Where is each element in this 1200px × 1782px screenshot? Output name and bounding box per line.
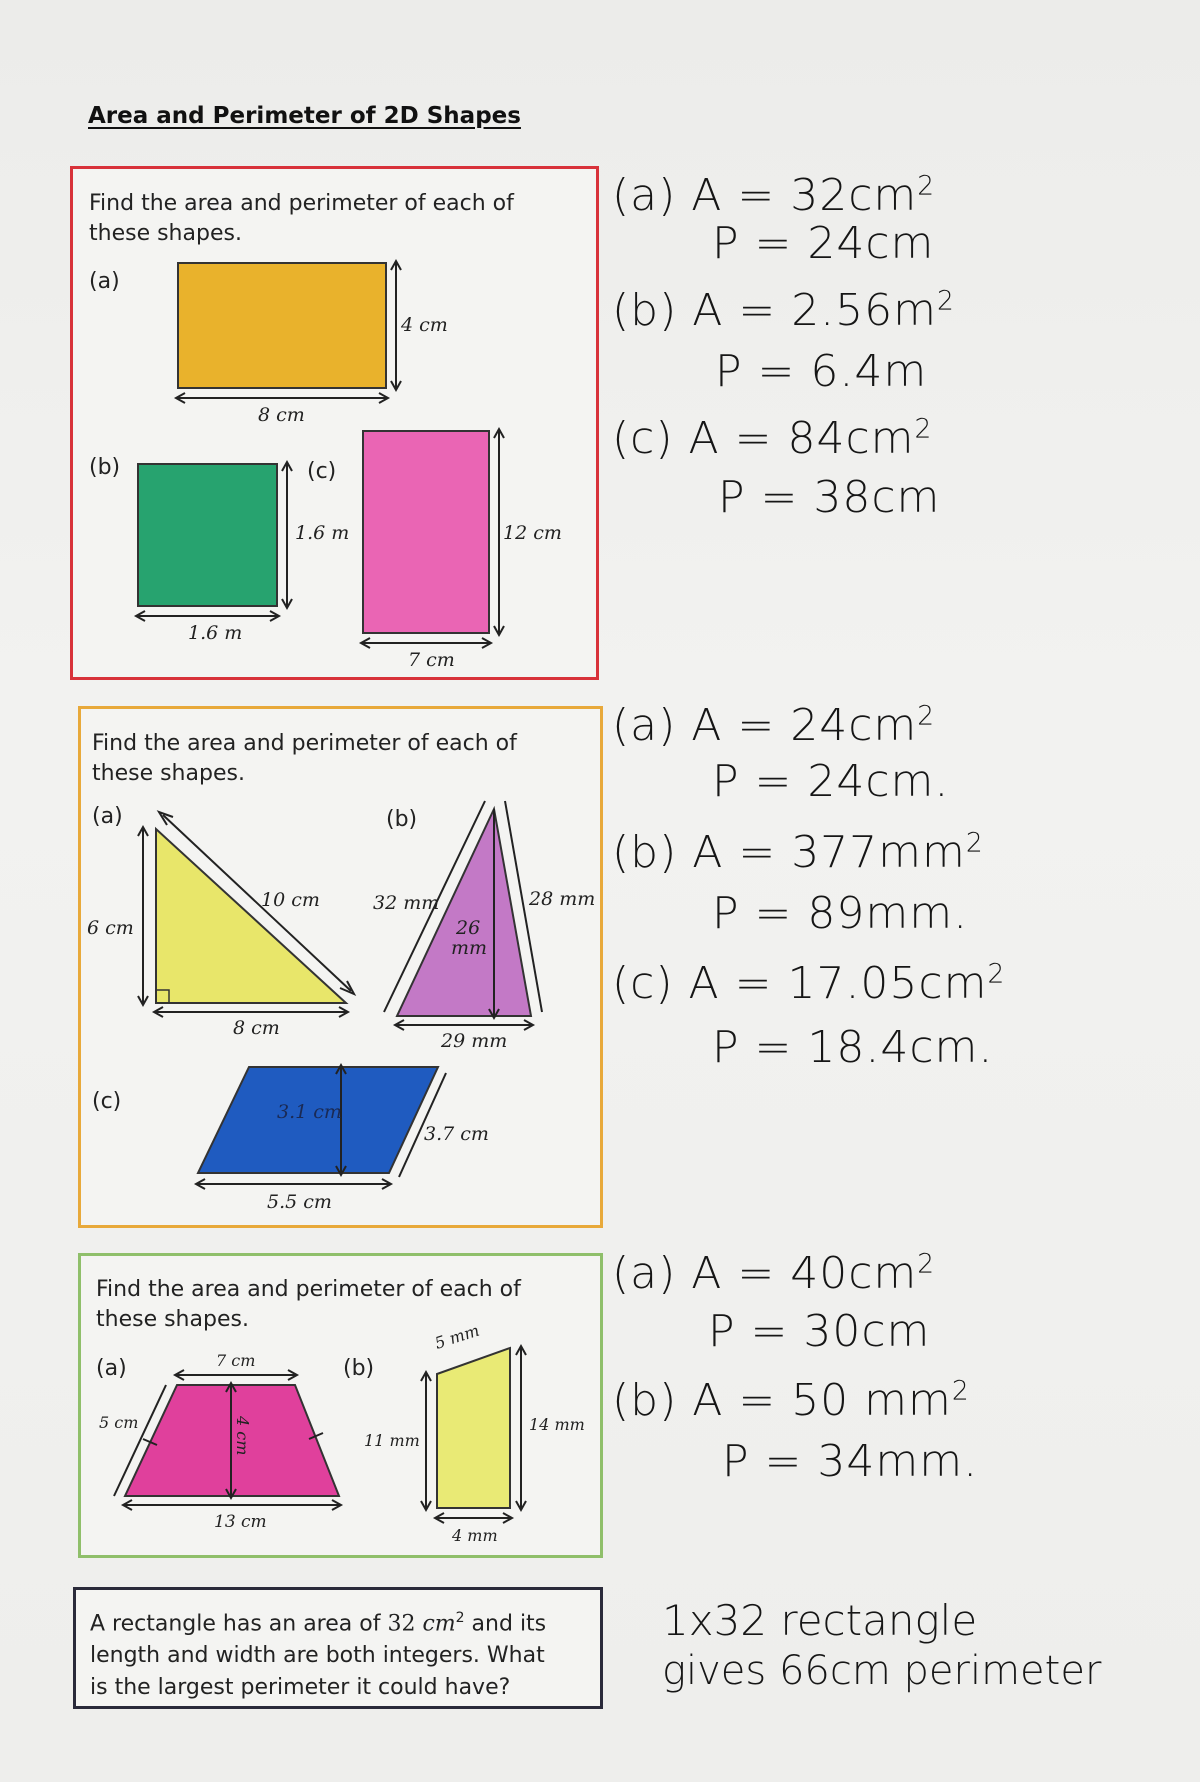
box3-shapes <box>81 1256 606 1561</box>
prompt-line: length and width are both integers. What <box>90 1643 545 1669</box>
answer-line: (a) $A = 40cm^2$ <box>612 1248 936 1299</box>
shape-label-b: (b) <box>89 455 121 480</box>
dim-b-width: 1.6 m <box>188 622 243 644</box>
dim-a-base: 8 cm <box>233 1017 280 1039</box>
dim-b-left: 11 mm <box>364 1431 420 1450</box>
worksheet-title: Area and Perimeter of 2D Shapes <box>88 103 521 129</box>
square-b <box>138 464 277 606</box>
question-box-4 <box>73 1587 603 1709</box>
prompt-line: Find the area and perimeter of each of <box>96 1277 521 1302</box>
box1-shapes <box>73 169 602 683</box>
dim-c-height: 3.1 cm <box>277 1101 342 1123</box>
dim-b-right: 14 mm <box>529 1415 585 1434</box>
dim-a-top: 7 cm <box>216 1351 256 1370</box>
dim-c-base: 5.5 cm <box>267 1191 332 1213</box>
prompt-line: Find the area and perimeter of each of <box>92 731 517 756</box>
shape-label-a: (a) <box>92 804 123 829</box>
dim-b-right: 28 mm <box>529 888 596 910</box>
dim-a-hyp: 10 cm <box>261 889 320 911</box>
dim-b-height: 1.6 m <box>295 522 350 544</box>
rectangle-c <box>363 431 489 633</box>
dim-a-height: 4 cm <box>233 1416 252 1456</box>
shape-label-c: (c) <box>307 459 337 484</box>
trapezium-b <box>437 1348 510 1508</box>
prompt-line: is the largest perimeter it could have? <box>90 1675 511 1701</box>
answer-line: P = 30cm <box>708 1306 931 1357</box>
dim-a-side: 5 cm <box>99 1413 139 1432</box>
answer-line: P = 34mm. <box>722 1436 979 1487</box>
answer-line: gives 66cm perimeter <box>662 1648 1102 1694</box>
answer-line: P = 89mm. <box>712 888 969 939</box>
answer-line: (c) $A = 84cm^2$ <box>612 413 933 464</box>
dim-c-slant: 3.7 cm <box>424 1123 489 1145</box>
dim-a-height: 4 cm <box>401 314 448 336</box>
question-box-1 <box>70 166 599 680</box>
shape-label-a: (a) <box>89 269 120 294</box>
answer-line: P = 18.4cm. <box>712 1022 994 1073</box>
dim-b-left: 32 mm <box>373 892 440 914</box>
answer-line: P = 24cm <box>712 218 935 269</box>
triangle-a <box>156 829 346 1003</box>
shape-label-b: (b) <box>386 807 418 832</box>
dim-a-width: 8 cm <box>258 404 305 426</box>
dim-a-base: 13 cm <box>214 1512 267 1532</box>
dim-c-width: 7 cm <box>408 649 455 671</box>
answer-line: P = 38cm <box>718 472 941 523</box>
prompt-line: these shapes. <box>89 221 242 246</box>
prompt-line: Find the area and perimeter of each of <box>89 191 514 216</box>
answer-line: (a) $A = 24cm^2$ <box>612 700 936 751</box>
dim-a-height: 6 cm <box>87 917 134 939</box>
dim-b-height-2: mm <box>451 937 488 959</box>
rectangle-a <box>178 263 386 388</box>
question-box-2 <box>78 706 603 1228</box>
dim-b-height-1: 26 <box>456 917 481 939</box>
shape-label-a: (a) <box>96 1356 127 1381</box>
answer-line: P = 24cm. <box>712 756 950 807</box>
answer-line: (b) A = 50 $mm^2$ <box>612 1375 970 1426</box>
prompt-line: A rectangle has an area of 32 $cm^2$ and its <box>90 1610 547 1637</box>
answer-line: (b) $A = 2.56m^2$ <box>612 285 955 336</box>
answer-line: (a) $A = 32cm^2$ <box>612 170 936 221</box>
prompt-line: these shapes. <box>96 1307 249 1332</box>
question-box-3 <box>78 1253 603 1558</box>
dim-b-base: 4 mm <box>452 1526 498 1545</box>
answer-line: P = 6.4m <box>715 346 928 397</box>
dim-b-base: 29 mm <box>441 1030 508 1052</box>
answer-line: (b) $A = 377mm^2$ <box>612 827 984 878</box>
dim-b-top: 5 mm <box>432 1320 482 1353</box>
answer-line: 1x32 rectangle <box>662 1596 978 1645</box>
answer-line: (c) $A = 17.05cm^2$ <box>612 958 1006 1009</box>
dim-c-height: 12 cm <box>503 522 562 544</box>
box2-shapes <box>81 709 606 1231</box>
shape-label-b: (b) <box>343 1356 375 1381</box>
prompt-line: these shapes. <box>92 761 245 786</box>
shape-label-c: (c) <box>92 1089 122 1114</box>
